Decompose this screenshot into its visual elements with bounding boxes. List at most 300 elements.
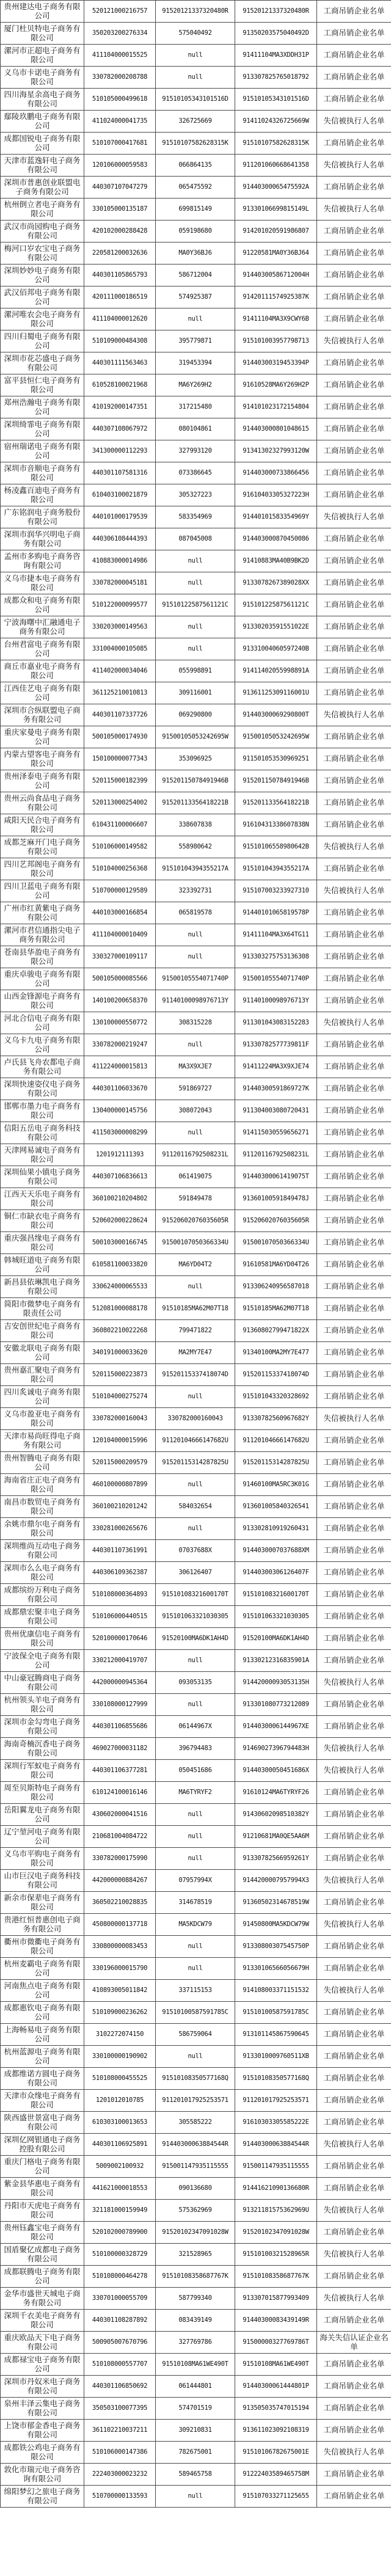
company-name-cell: 敦化市瑞元电子商务咨询有限公司: [1, 2464, 84, 2486]
list-type-cell: 工商吊销企业名单: [317, 1144, 391, 1166]
registration-number-cell: 520100000170646: [84, 1628, 156, 1650]
organization-code-cell: 306126407: [156, 1562, 235, 1584]
list-type-cell: 工商吊销企业名单: [317, 814, 391, 836]
company-name-cell: 信阳五岳电子商务科技有限公司: [1, 1122, 84, 1144]
registration-number-cell: 330100000190902: [84, 2046, 156, 2068]
credit-code-cell: 91610581MA6YD04T26: [235, 1254, 317, 1276]
credit-code-cell: 91510108350577168Q: [235, 2068, 317, 2090]
company-name-cell: 吉安创世纪电子商务有限公司: [1, 1320, 84, 1342]
registration-number-cell: 450800000137718: [84, 1914, 156, 1936]
table-row: [1, 45, 391, 67]
organization-code-cell: null: [156, 2486, 235, 2508]
organization-code-cell: 327769786: [156, 2332, 235, 2354]
table-row: [1, 1408, 391, 1430]
list-type-cell: 工商吊销企业名单: [317, 1804, 391, 1826]
registration-number-cell: 120106000059583: [84, 155, 156, 177]
list-type-cell: 工商吊销企业名单: [317, 2068, 391, 2090]
registration-number-cell: 610403100021879: [84, 484, 156, 506]
list-type-cell: 工商吊销企业名单: [317, 1562, 391, 1584]
company-name-cell: 成都缤纷万利电子商务有限公司: [1, 1584, 84, 1606]
registration-number-cell: 440301106855686: [84, 1716, 156, 1738]
table-row: [1, 1254, 391, 1276]
company-name-cell: 深圳市润华兴明电子商务有限公司: [1, 528, 84, 550]
organization-code-cell: null: [156, 308, 235, 330]
table-row: [1, 2046, 391, 2068]
organization-code-cell: 07037688X: [156, 1540, 235, 1562]
table-row: [1, 1870, 391, 1892]
credit-code-cell: 913306240956587018: [235, 1276, 317, 1298]
credit-code-cell: 91510104394355217A: [235, 858, 317, 880]
table-row: [1, 1210, 391, 1232]
registration-number-cell: 140100200658370: [84, 990, 156, 1012]
company-name-cell: 成都维诺方圆电子商务有限公司: [1, 2068, 84, 2090]
registration-number-cell: 440103000166854: [84, 902, 156, 924]
list-type-cell: 工商吊销企业名单: [317, 308, 391, 330]
table-row: [1, 1518, 391, 1540]
table-row: [1, 1012, 391, 1034]
company-name-cell: 武汉佰邦电子商务有限公司: [1, 286, 84, 308]
credit-code-cell: 91510108MA61WE490T: [235, 2354, 317, 2376]
registration-number-cell: 520121000216757: [84, 1, 156, 23]
list-type-cell: 失信被执行人名单: [317, 1738, 391, 1760]
organization-code-cell: 558980642: [156, 836, 235, 858]
list-type-cell: 工商吊销企业名单: [317, 968, 391, 990]
list-type-cell: 工商吊销企业名单: [317, 67, 391, 89]
credit-code-cell: 91460100MA5RC3K01G: [235, 1474, 317, 1496]
credit-code-cell: 911304003080720431: [235, 1100, 317, 1122]
company-name-cell: 贵州智腾电子商务有限公司: [1, 1452, 84, 1474]
company-name-cell: 卢氏县飞舟农都电子商务有限公司: [1, 1056, 84, 1078]
company-name-cell: 绵阳梦幻之旅电子商务有限公司: [1, 2486, 84, 2508]
list-type-cell: 工商吊销企业名单: [317, 1276, 391, 1298]
table-row: [1, 2486, 391, 2508]
registration-number-cell: 330105000135187: [84, 199, 156, 221]
company-name-cell: 海南省庄正电子商务有限公司: [1, 1474, 84, 1496]
list-type-cell: 工商吊销企业名单: [317, 2002, 391, 2024]
organization-code-cell: null: [156, 1518, 235, 1540]
organization-code-cell: 309210831: [156, 2420, 235, 2442]
organization-code-cell: 91520115078491946B: [156, 770, 235, 792]
table-row: [1, 792, 391, 814]
credit-code-cell: 913307825765018792: [235, 67, 317, 89]
company-name-cell: 国盾聚亿成都电子商务有限公司: [1, 2244, 84, 2266]
table-row: [1, 572, 391, 594]
company-name-cell: 简阳市微梦电子商务有限责任公司: [1, 1298, 84, 1320]
credit-code-cell: 91420111574925387K: [235, 286, 317, 308]
credit-code-cell: 91510107582628315K: [235, 133, 317, 155]
company-name-cell: 深圳维尚互动电子商务有限公司: [1, 1540, 84, 1562]
table-row: [1, 243, 391, 265]
table-row: [1, 199, 391, 221]
credit-code-cell: 91520115314287825U: [235, 1452, 317, 1474]
organization-code-cell: null: [156, 1848, 235, 1870]
registration-number-cell: 610431100006607: [84, 814, 156, 836]
credit-code-cell: 91411024326725669W: [235, 111, 317, 133]
list-type-cell: 工商吊销企业名单: [317, 1210, 391, 1232]
organization-code-cell: 91510100587591785C: [156, 2002, 235, 2024]
table-row: [1, 462, 391, 484]
company-name-cell: 重庆卓骏电子商务有限公司: [1, 968, 84, 990]
organization-code-cell: MA3X9XJE7: [156, 1056, 235, 1078]
registration-number-cell: 330624000065533: [84, 1276, 156, 1298]
table-row: [1, 1, 391, 23]
organization-code-cell: null: [156, 572, 235, 594]
list-type-cell: 工商吊销企业名单: [317, 990, 391, 1012]
registration-number-cell: 411104000010409: [84, 924, 156, 946]
list-type-cell: 海关失信认证企业名单: [317, 2332, 391, 2354]
table-row: [1, 440, 391, 462]
table-row: [1, 2376, 391, 2398]
table-row: [1, 858, 391, 880]
credit-code-cell: 9133078267389028XX: [235, 572, 317, 594]
company-name-cell: 安徽北联电子商务有限公司: [1, 1342, 84, 1364]
organization-code-cell: 91120104666147682U: [156, 1430, 235, 1452]
organization-code-cell: 080104861: [156, 418, 235, 440]
company-name-cell: 深圳仙果小镇电子商务有限公司: [1, 1166, 84, 1188]
company-name-cell: 漯河唯农会电子商务有限公司: [1, 308, 84, 330]
list-type-cell: 工商吊销企业名单: [317, 1386, 391, 1408]
company-name-cell: 重庆门格电子商务有限公司: [1, 2156, 84, 2178]
credit-code-cell: 91360502314678519W: [235, 1892, 317, 1914]
credit-code-cell: 91360802799471822X: [235, 1320, 317, 1342]
list-type-cell: 工商吊销企业名单: [317, 594, 391, 616]
registration-number-cell: 410893005011842: [84, 1980, 156, 2002]
list-type-cell: 工商吊销企业名单: [317, 484, 391, 506]
list-type-cell: 工商吊销企业名单: [317, 2178, 391, 2200]
list-type-cell: 工商吊销企业名单: [317, 616, 391, 638]
registration-number-cell: 330327000109117: [84, 946, 156, 968]
company-name-cell: 郑州浩瀚电子商务有限公司: [1, 396, 84, 418]
registration-number-cell: 440301106033670: [84, 1078, 156, 1100]
credit-code-cell: 91411104MA3X64TG11: [235, 924, 317, 946]
table-row: [1, 1980, 391, 2002]
registration-number-cell: 510105000499618: [84, 89, 156, 111]
credit-code-cell: 911301043083152283: [235, 1012, 317, 1034]
registration-number-cell: 440301107361991: [84, 1540, 156, 1562]
organization-code-cell: 093053135: [156, 1672, 235, 1694]
company-name-cell: 鄢陵玖鹏电子商务有限公司: [1, 111, 84, 133]
table-row: [1, 1034, 391, 1056]
company-table-body: [1, 1, 391, 2508]
organization-code-cell: 91510107582628315K: [156, 133, 235, 155]
list-type-cell: 工商吊销企业名单: [317, 2024, 391, 2046]
credit-code-cell: 91210681MA0QE5AA6M: [235, 1826, 317, 1848]
organization-code-cell: 323392731: [156, 880, 235, 902]
credit-code-cell: 913307015877993409: [235, 2288, 317, 2310]
list-type-cell: 工商吊销企业名单: [317, 133, 391, 155]
list-type-cell: 失信被执行人名单: [317, 111, 391, 133]
company-name-cell: 余姚市鼎尔电子商务有限公司: [1, 1518, 84, 1540]
list-type-cell: 失信被执行人名单: [317, 1672, 391, 1694]
registration-number-cell: 350503100077395: [84, 2398, 156, 2420]
registration-number-cell: 440101000179539: [84, 506, 156, 528]
list-type-cell: 工商吊销企业名单: [317, 1342, 391, 1364]
list-type-cell: 失信被执行人名单: [317, 2244, 391, 2266]
table-row: [1, 2464, 391, 2486]
organization-code-cell: 305327223: [156, 484, 235, 506]
company-name-cell: 成都禄宝电子商务有限公司: [1, 2354, 84, 2376]
registration-number-cell: 1201912111393: [84, 1144, 156, 1166]
table-row: [1, 594, 391, 616]
credit-code-cell: 91330782577739811F: [235, 1034, 317, 1056]
organization-code-cell: MA6Y269H2: [156, 374, 235, 396]
list-type-cell: 工商吊销企业名单: [317, 1056, 391, 1078]
list-type-cell: 工商吊销企业名单: [317, 2486, 391, 2508]
registration-number-cell: 440301106850692: [84, 2376, 156, 2398]
credit-code-cell: 911201060668641358: [235, 155, 317, 177]
credit-code-cell: 91510105343101516D: [235, 89, 317, 111]
registration-number-cell: 610581100033820: [84, 1254, 156, 1276]
company-name-cell: 义乌市卡诺电子商务有限公司: [1, 67, 84, 89]
table-row: [1, 924, 391, 946]
list-type-cell: 工商吊销企业名单: [317, 396, 391, 418]
credit-code-cell: 9144030006144967XE: [235, 1716, 317, 1738]
organization-code-cell: 575040492: [156, 23, 235, 45]
registration-number-cell: 520115000209579: [84, 1452, 156, 1474]
registration-number-cell: 520602000228624: [84, 1210, 156, 1232]
company-name-cell: 贵州优康信电子商务有限公司: [1, 1628, 84, 1650]
list-type-cell: 工商吊销企业名单: [317, 1452, 391, 1474]
credit-code-cell: 91321181575362969U: [235, 2200, 317, 2222]
credit-code-cell: 91430602098510382Y: [235, 1804, 317, 1826]
organization-code-cell: 91510108321600170T: [156, 1584, 235, 1606]
company-name-cell: 富平县恒仁电子商务有限公司: [1, 374, 84, 396]
company-name-cell: 深圳妙妙电子商务有限公司: [1, 265, 84, 286]
registration-number-cell: 510109000484308: [84, 330, 156, 352]
company-name-cell: 贵州钰鑫宝电子商务有限公司: [1, 2222, 84, 2244]
table-row: [1, 2134, 391, 2156]
organization-code-cell: 586759064: [156, 2024, 235, 2046]
organization-code-cell: 91520115337418074D: [156, 1364, 235, 1386]
table-row: [1, 1738, 391, 1760]
table-row: [1, 946, 391, 968]
registration-number-cell: 510700000133593: [84, 2486, 156, 2508]
company-name-cell: 韩城旺道电子商务有限公司: [1, 1254, 84, 1276]
list-type-cell: 工商吊销企业名单: [317, 1628, 391, 1650]
company-name-cell: 四川卫蓝电子商务有限公司: [1, 880, 84, 902]
table-row: [1, 1056, 391, 1078]
registration-number-cell: 510108000455525: [84, 2068, 156, 2090]
list-type-cell: 工商吊销企业名单: [317, 748, 391, 770]
company-name-cell: 漯河市君信通指尖电子商务有限公司: [1, 924, 84, 946]
table-row: [1, 1826, 391, 1848]
table-row: [1, 23, 391, 45]
credit-code-cell: 91411224MA3X9XJE74: [235, 1056, 317, 1078]
credit-code-cell: 91341302327993120W: [235, 440, 317, 462]
company-name-cell: 上饶市郁金香电子商务有限公司: [1, 2420, 84, 2442]
list-type-cell: 工商吊销企业名单: [317, 2046, 391, 2068]
registration-number-cell: 420102000288428: [84, 221, 156, 243]
company-name-cell: 杭州倒立者电子商务有限公司: [1, 199, 84, 221]
organization-code-cell: null: [156, 638, 235, 660]
organization-code-cell: null: [156, 1034, 235, 1056]
list-type-cell: 失信被执行人名单: [317, 2200, 391, 2222]
registration-number-cell: 330196000015790: [84, 1958, 156, 1980]
company-name-cell: 宁波海曙中汇融通电子商务有限公司: [1, 616, 84, 638]
organization-code-cell: 309116001: [156, 682, 235, 704]
table-row: [1, 1342, 391, 1364]
table-row: [1, 177, 391, 199]
registration-number-cell: 3102272074150: [84, 2024, 156, 2046]
credit-code-cell: 91440300083439149R: [235, 2310, 317, 2332]
credit-code-cell: 91442000093053135H: [235, 1672, 317, 1694]
company-name-cell: 天津市易尚旺得电子商务有限公司: [1, 1430, 84, 1452]
registration-number-cell: 500105000085566: [84, 968, 156, 990]
organization-code-cell: 91510105343101516D: [156, 89, 235, 111]
company-name-cell: 辽宁堃河电子商务有限公司: [1, 1826, 84, 1848]
registration-number-cell: 330281000265676: [84, 1518, 156, 1540]
registration-number-cell: 510106000149582: [84, 836, 156, 858]
registration-number-cell: 360100210204802: [84, 1188, 156, 1210]
list-type-cell: 失信被执行人名单: [317, 880, 391, 902]
registration-number-cell: 411224000015813: [84, 1056, 156, 1078]
credit-code-cell: 91510106782675001E: [235, 2442, 317, 2464]
table-row: [1, 1078, 391, 1100]
organization-code-cell: 327993120: [156, 440, 235, 462]
company-name-cell: 衢州市微衢电子商务有限公司: [1, 1936, 84, 1958]
list-type-cell: 工商吊销企业名单: [317, 2376, 391, 2398]
table-row: [1, 880, 391, 902]
table-row: [1, 506, 391, 528]
table-row: [1, 2156, 391, 2178]
table-row: [1, 1650, 391, 1672]
registration-number-cell: 5009002100932: [84, 2156, 156, 2178]
list-type-cell: 失信被执行人名单: [317, 1914, 391, 1936]
company-name-cell: 梅河口岁农宝电子商务有限公司: [1, 243, 84, 265]
organization-code-cell: 911201017925253571: [156, 2090, 235, 2112]
registration-number-cell: 442000000945364: [84, 1672, 156, 1694]
organization-code-cell: 91500105554071740P: [156, 968, 235, 990]
credit-code-cell: 914201020591986807: [235, 221, 317, 243]
table-row: [1, 638, 391, 660]
list-type-cell: 工商吊销企业名单: [317, 2354, 391, 2376]
organization-code-cell: null: [156, 1804, 235, 1826]
table-row: [1, 990, 391, 1012]
company-name-cell: 铜仁市缺衣电子商务有限公司: [1, 1210, 84, 1232]
organization-code-cell: null: [156, 1694, 235, 1716]
table-row: [1, 2266, 391, 2288]
company-name-cell: 新昌县依琳凯电子商务有限公司: [1, 1276, 84, 1298]
list-type-cell: 工商吊销企业名单: [317, 1540, 391, 1562]
registration-number-cell: 120104000015996: [84, 1430, 156, 1452]
organization-code-cell: null: [156, 550, 235, 572]
table-row: [1, 1364, 391, 1386]
table-row: [1, 1386, 391, 1408]
credit-code-cell: 91330106699815149L: [235, 199, 317, 221]
organization-code-cell: 583354969: [156, 506, 235, 528]
credit-code-cell: 91440300586712004H: [235, 265, 317, 286]
registration-number-cell: 130100000550772: [84, 1012, 156, 1034]
organization-code-cell: 699815149: [156, 199, 235, 221]
table-row: [1, 265, 391, 286]
organization-code-cell: MA0Y36BJ6: [156, 243, 235, 265]
company-name-cell: 深圳市么么电子商务有限公司: [1, 1562, 84, 1584]
company-name-cell: 成都惠钦电子商务有限公司: [1, 2002, 84, 2024]
organization-code-cell: 91510108MA61WE490T: [156, 2354, 235, 2376]
credit-code-cell: 915107033271125655: [235, 2486, 317, 2508]
organization-code-cell: MA6YD04T2: [156, 1254, 235, 1276]
credit-code-cell: 911201017925253571: [235, 2090, 317, 2112]
company-name-cell: 山市巨汉电子商务科技有限公司: [1, 1870, 84, 1892]
credit-code-cell: 91520121337320480R: [235, 1, 317, 23]
company-name-cell: 深圳行军蚁电子商务有限公司: [1, 1760, 84, 1782]
table-row: [1, 1298, 391, 1320]
table-row: [1, 682, 391, 704]
organization-code-cell: 574701519: [156, 2398, 235, 2420]
registration-number-cell: 222403000023232: [84, 2464, 156, 2486]
credit-code-cell: 91520115078491946B: [235, 770, 317, 792]
list-type-cell: 失信被执行人名单: [317, 2288, 391, 2310]
list-type-cell: 工商吊销企业名单: [317, 1518, 391, 1540]
registration-number-cell: 411104000012620: [84, 308, 156, 330]
list-type-cell: 工商吊销企业名单: [317, 1122, 391, 1144]
company-name-cell: 深圳亿网银通电子商务控股有限公司: [1, 2134, 84, 2156]
registration-number-cell: 510104000256368: [84, 858, 156, 880]
company-name-cell: 武汉市尚园购电子商务有限公司: [1, 221, 84, 243]
company-name-cell: 内蒙古望客电子商务有限公司: [1, 748, 84, 770]
credit-code-cell: 91500105053242695W: [235, 726, 317, 748]
organization-code-cell: 91520100MA6DK1AH4D: [156, 1628, 235, 1650]
table-row: [1, 1584, 391, 1606]
company-name-cell: 义乌市捷本电子商务有限公司: [1, 572, 84, 594]
list-type-cell: 工商吊销企业名单: [317, 1166, 391, 1188]
organization-code-cell: 91520121337320480R: [156, 1, 235, 23]
credit-code-cell: 91520102347091028W: [235, 2222, 317, 2244]
organization-code-cell: 91520115314287825U: [156, 1452, 235, 1474]
registration-number-cell: 440307108067972: [84, 418, 156, 440]
registration-number-cell: 510700000129589: [84, 880, 156, 902]
list-type-cell: 工商吊销企业名单: [317, 1606, 391, 1628]
organization-code-cell: 314678519: [156, 1892, 235, 1914]
registration-number-cell: 520115000223873: [84, 1364, 156, 1386]
organization-code-cell: 782675001: [156, 2442, 235, 2464]
table-row: [1, 1166, 391, 1188]
organization-code-cell: 061419075: [156, 1166, 235, 1188]
organization-code-cell: 319453394: [156, 352, 235, 374]
organization-code-cell: null: [156, 67, 235, 89]
organization-code-cell: 305585222: [156, 2112, 235, 2134]
table-row: [1, 770, 391, 792]
organization-code-cell: null: [156, 1958, 235, 1980]
credit-code-cell: 91330203591551022E: [235, 616, 317, 638]
list-type-cell: 工商吊销企业名单: [317, 1496, 391, 1518]
table-row: [1, 550, 391, 572]
organization-code-cell: 061444801: [156, 2376, 235, 2398]
table-row: [1, 1892, 391, 1914]
credit-code-cell: 914403000801048615: [235, 418, 317, 440]
registration-number-cell: 510108000557707: [84, 2354, 156, 2376]
company-name-cell: 泉州丰泽云集电子商务有限公司: [1, 2398, 84, 2420]
registration-number-cell: 330782000219247: [84, 1034, 156, 1056]
list-type-cell: 工商吊销企业名单: [317, 265, 391, 286]
company-name-cell: 杭州麦霸电子商务有限公司: [1, 1958, 84, 1980]
table-row: [1, 1628, 391, 1650]
list-type-cell: 失信被执行人名单: [317, 704, 391, 726]
registration-number-cell: 440306109362387: [84, 1562, 156, 1584]
registration-number-cell: 510108000464278: [84, 2266, 156, 2288]
organization-code-cell: 584032654: [156, 1496, 235, 1518]
company-name-cell: 江西天天乐电子商务有限公司: [1, 1188, 84, 1210]
credit-code-cell: 913301080773212089: [235, 1694, 317, 1716]
company-name-cell: 义乌市盈亚电子商务有限公司: [1, 1408, 84, 1430]
organization-code-cell: 915001147935115555: [156, 2156, 235, 2178]
list-type-cell: 工商吊销企业名单: [317, 23, 391, 45]
table-row: [1, 1606, 391, 1628]
table-row: [1, 155, 391, 177]
organization-code-cell: 059198680: [156, 221, 235, 243]
registration-number-cell: 440306108444393: [84, 528, 156, 550]
organization-code-cell: null: [156, 1276, 235, 1298]
